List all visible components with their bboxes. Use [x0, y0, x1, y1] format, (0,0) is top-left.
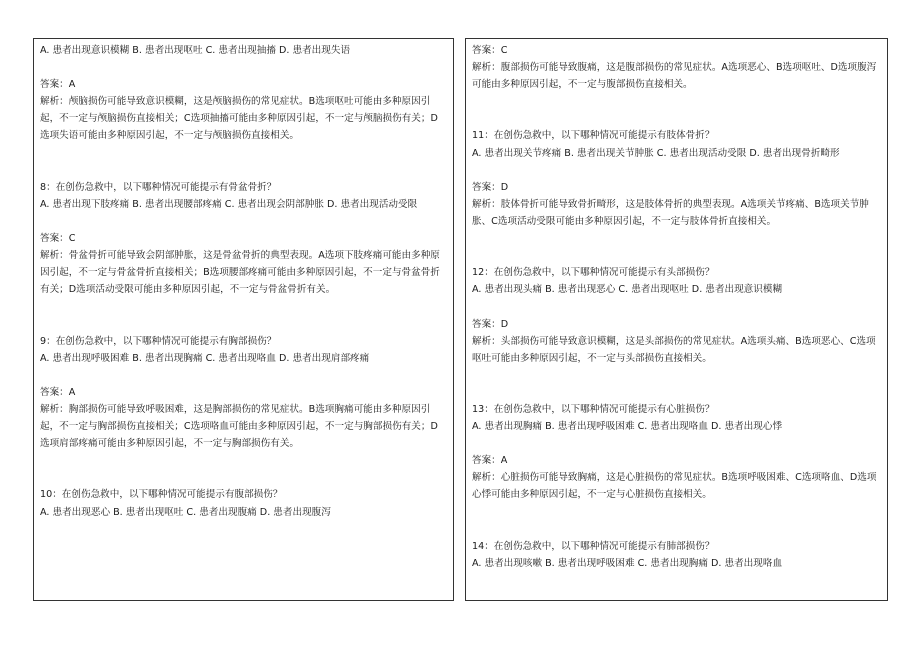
analysis-text: 解析：颅脑损伤可能导致意识模糊，这是颅脑损伤的常见症状。B选项呕吐可能由多种原因引起，不一定与颅脑损伤直接相关；C选项抽搐可能由多种原因引起，不一定与颅脑损伤有关；D选项失语可能由多种原因引起，不一定与颅脑损伤直接相关。: [40, 96, 438, 142]
analysis-12: 解析：头部损伤可能导致意识模糊，这是头部损伤的常见症状。A选项头痛、B选项恶心、C选项呕吐可能由多种原因引起，不一定与头部损伤直接相关。: [472, 335, 876, 364]
options-9: A. 患者出现呼吸困难 B. 患者出现胸痛 C. 患者出现咯血 D. 患者出现肩部疼痛: [40, 352, 370, 364]
question-10: 10：在创伤急救中，以下哪种情况可能提示有腹部损伤？: [40, 489, 283, 501]
right-column: [465, 38, 888, 601]
answer-11: 答案：D: [472, 181, 509, 193]
options-12: A. 患者出现头痛 B. 患者出现恶心 C. 患者出现呕吐 D. 患者出现意识模糊: [472, 284, 783, 296]
analysis-11: 解析：肢体骨折可能导致骨折畸形，这是肢体骨折的典型表现。A选项关节疼痛、B选项关节肿胀、C选项活动受限可能由多种原因引起，不一定与肢体骨折直接相关。: [472, 198, 869, 227]
options-13: A. 患者出现胸痛 B. 患者出现呼吸困难 C. 患者出现咯血 D. 患者出现心悸: [472, 421, 783, 433]
options-text: A. 患者出现意识模糊 B. 患者出现呕吐 C. 患者出现抽搐 D. 患者出现失语: [40, 45, 351, 56]
answer-10: 答案：C: [472, 45, 508, 56]
answer-8: 答案：C: [40, 233, 76, 245]
options-8: A. 患者出现下肢疼痛 B. 患者出现腰部疼痛 C. 患者出现会阴部肿胀 D. 患者出现活动受限: [40, 198, 418, 210]
answer-12: 答案：D: [472, 318, 509, 330]
answer-text: 答案：A: [40, 79, 76, 91]
answer-9: 答案：A: [40, 386, 76, 398]
question-8: 8：在创伤急救中，以下哪种情况可能提示有骨盆骨折？: [40, 181, 277, 193]
answer-13: 答案：A: [472, 455, 508, 467]
options-10: A. 患者出现恶心 B. 患者出现呕吐 C. 患者出现腹痛 D. 患者出现腹泻: [40, 506, 331, 518]
options-11: A. 患者出现关节疼痛 B. 患者出现关节肿胀 C. 患者出现活动受限 D. 患者出现骨折畸形: [472, 147, 840, 159]
options-14: A. 患者出现咳嗽 B. 患者出现呼吸困难 C. 患者出现胸痛 D. 患者出现咯血: [472, 557, 783, 569]
left-column: [33, 38, 454, 601]
analysis-10: 解析：腹部损伤可能导致腹痛，这是腹部损伤的常见症状。A选项恶心、B选项呕吐、D选项腹泻可能由多种原因引起，不一定与腹部损伤直接相关。: [472, 62, 877, 91]
question-9: 9：在创伤急救中，以下哪种情况可能提示有胸部损伤？: [40, 335, 277, 347]
analysis-9: 解析：胸部损伤可能导致呼吸困难，这是胸部损伤的常见症状。B选项胸痛可能由多种原因引起，不一定与胸部损伤直接相关；C选项咯血可能由多种原因引起，不一定与胸部损伤有关；D选项肩部疼痛可能由多种原因引起，不一定与胸部损伤有关。: [40, 403, 438, 450]
question-13: 13：在创伤急救中，以下哪种情况可能提示有心脏损伤？: [472, 403, 715, 415]
analysis-13: 解析：心脏损伤可能导致胸痛，这是心脏损伤的常见症状。B选项呼吸困难、C选项咯血、D选项心悸可能由多种原因引起，不一定与心脏损伤直接相关。: [472, 472, 877, 501]
question-11: 11：在创伤急救中，以下哪种情况可能提示有肢体骨折？: [472, 130, 715, 142]
question-12: 12：在创伤急救中，以下哪种情况可能提示有头部损伤？: [472, 267, 715, 279]
analysis-8: 解析：骨盆骨折可能导致会阴部肿胀，这是骨盆骨折的典型表现。A选项下肢疼痛可能由多种原因引起，不一定与骨盆骨折直接相关；B选项腰部疼痛可能由多种原因引起，不一定与骨盆骨折有关；D选项活动受限可能由多种原因引起，不一定与骨盆骨折有关。: [40, 250, 440, 296]
question-14: 14：在创伤急救中，以下哪种情况可能提示有肺部损伤？: [472, 540, 715, 552]
